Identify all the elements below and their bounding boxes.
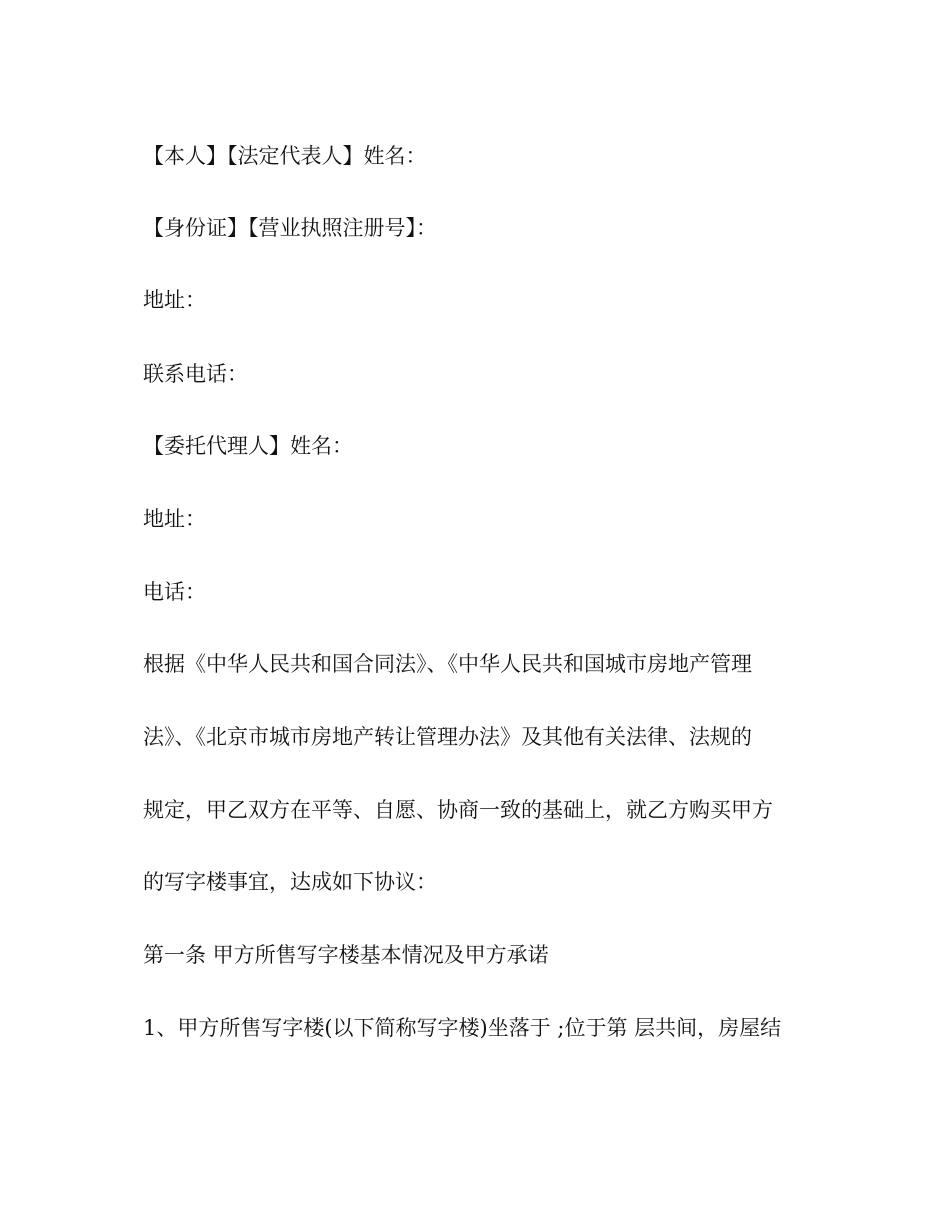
- paragraph-line: 的写字楼事宜，达成如下协议：: [143, 870, 437, 894]
- paragraph-line: 根据《中华人民共和国合同法》、《中华人民共和国城市房地产管理: [143, 652, 752, 676]
- principal-name-line: 【本人】【法定代表人】姓名：: [143, 144, 427, 168]
- paragraph-line: 规定，甲乙双方在平等、自愿、协商一致的基础上，就乙方购买甲方: [143, 798, 773, 822]
- agent-phone-line: 电话：: [143, 580, 206, 604]
- article-clause-line: 1、甲方所售写字楼(以下简称写字楼)坐落于 ;位于第 层共间，房屋结: [143, 1016, 782, 1040]
- id-license-line: 【身份证】【营业执照注册号】：: [143, 216, 437, 240]
- contact-phone-line: 联系电话：: [143, 362, 248, 386]
- agent-name-line: 【委托代理人】姓名：: [143, 434, 353, 458]
- agent-address-line: 地址：: [143, 507, 206, 531]
- article-heading: 第一条 甲方所售写字楼基本情况及甲方承诺: [143, 943, 549, 967]
- paragraph-line: 法》、《北京市城市房地产转让管理办法》及其他有关法律、法规的: [143, 725, 752, 749]
- address-line: 地址：: [143, 288, 206, 312]
